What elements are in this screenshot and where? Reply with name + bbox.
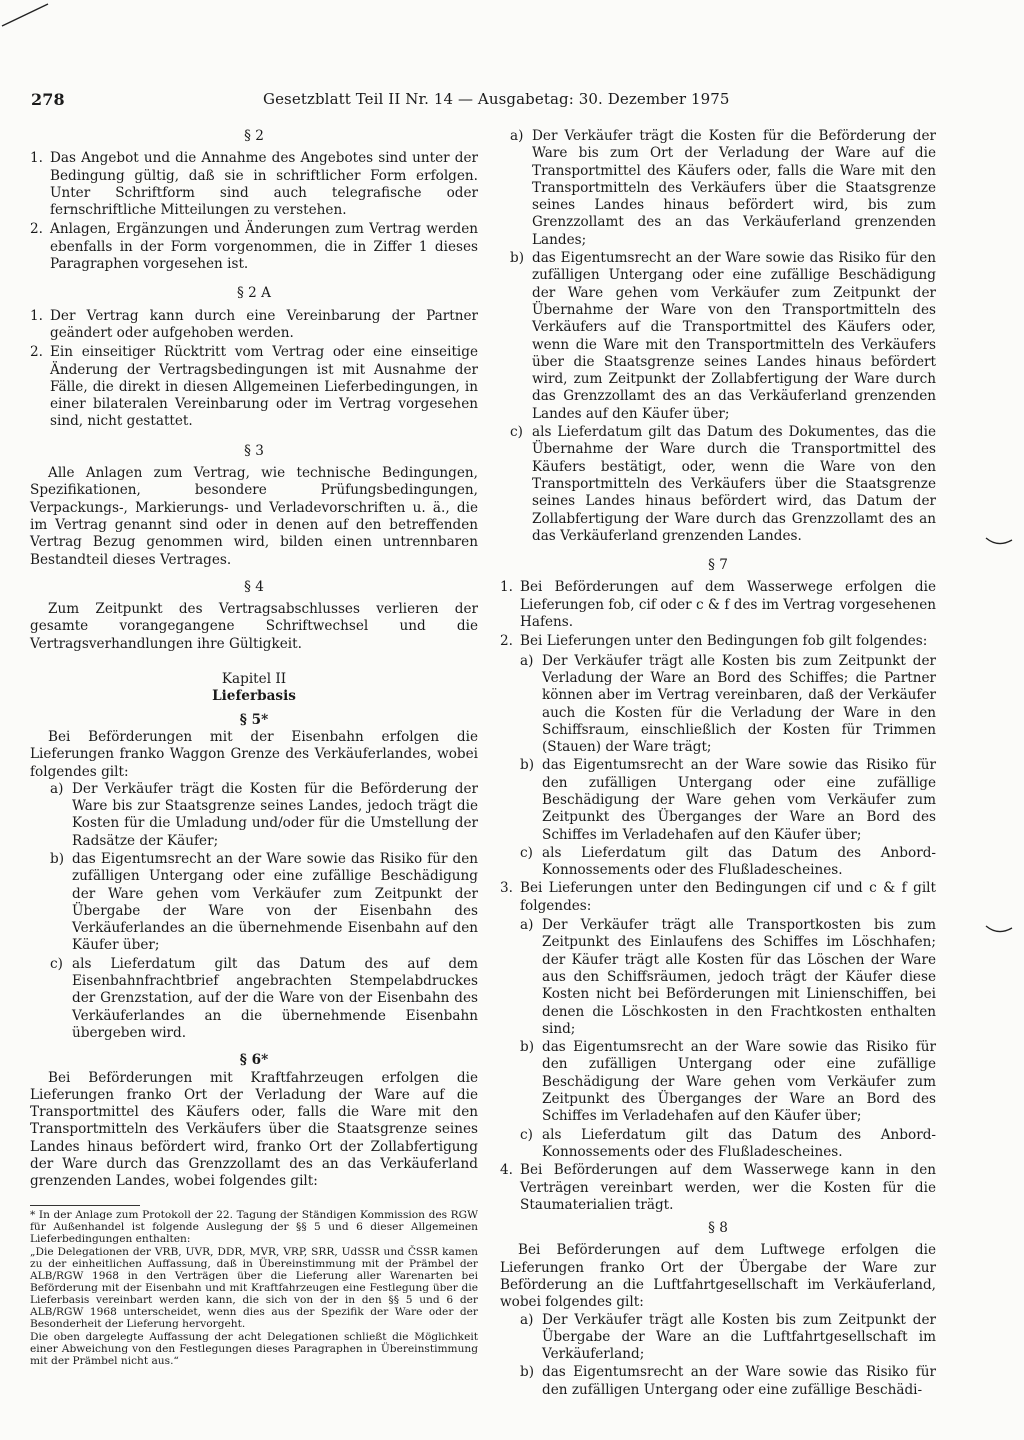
paragraph: Bei Beförderungen mit Kraftfahrzeugen erfolgen die Lieferungen franko Ort der Verladung der Ware auf die Transportmittel des Käufers oder, falls die Ware mit den Transportmitteln des Verkäufers über die Staatsgrenze seines Landes hinaus befördert wird, franko Ort der Zollabfertigung der Ware durch das Grenzzollamt des an das Verkäuferland grenzenden Landes, wobei folgendes gilt: bbox=[30, 1069, 478, 1190]
page-title: Gesetzblatt Teil II Nr. 14 — Ausgabetag: 30. Dezember 1975 bbox=[263, 90, 730, 108]
list-item: 1. Das Angebot und die Annahme des Angebotes sind unter der Bedingung gültig, daß sie in schriftlicher Form erfolgen. Unter Schriftform sind auch telegrafische oder fernschriftliche Mitteilungen zu verstehen. bbox=[30, 150, 478, 219]
paragraph: Bei Beförderungen auf dem Luftwege erfolgen die Lieferungen franko Ort der Übergabe der Ware zur Beförderung an die Luftfahrtgesellschaft im Verkäuferland, wobei folgendes gilt: bbox=[500, 1242, 936, 1311]
list-item: 2. Bei Lieferungen unter den Bedingungen fob gilt folgendes: bbox=[500, 633, 928, 650]
list-item: a) Der Verkäufer trägt die Kosten für die Beförderung der Ware bis zur Staatsgrenze seines Landes, jedoch trägt die Kosten für die Umladung und/oder für die Umstellung der Radsätze der Käufer; bbox=[50, 780, 478, 849]
left-column bbox=[30, 128, 478, 1368]
list-item: a) Der Verkäufer trägt alle Kosten bis zum Zeitpunkt der Verladung der Ware an Bord des Schiffes; die Partner können aber im Vertrag vereinbaren, daß der Verkäufer auch die Kosten für die Verladung der Ware in den Schiffsraum, einschließlich der Kosten für Trimmen (Stauen) der Ware trägt; bbox=[520, 652, 936, 756]
margin-bracket-mark bbox=[984, 922, 1014, 936]
margin-bracket-mark bbox=[984, 534, 1014, 548]
list-item: 2. Anlagen, Ergänzungen und Änderungen zum Vertrag werden ebenfalls in der Form vorgenommen, die in Ziffer 1 dieses Paragraphen vorgesehen ist. bbox=[30, 221, 478, 273]
section-heading: § 4 bbox=[244, 578, 264, 595]
list-item: b) das Eigentumsrecht an der Ware sowie das Risiko für den zufälligen Untergang oder eine zufällige Beschädigung der Ware gehen vom Verkäufer zum Zeitpunkt des Überganges der Ware an Bord des Schiffes im Verladehafen auf den Käufer über; bbox=[520, 1039, 936, 1125]
list-item: 4. Bei Beförderungen auf dem Wasserwege kann in den Verträgen vereinbart werden, wer die Kosten für die Staumaterialien trägt. bbox=[500, 1162, 936, 1213]
paragraph: Bei Beförderungen mit der Eisenbahn erfolgen die Lieferungen franko Waggon Grenze des Verkäuferlandes, wobei folgendes gilt: bbox=[30, 728, 478, 780]
footnote-paragraph: * In der Anlage zum Protokoll der 22. Tagung der Ständigen Kommission des RGW für Außenhandel ist folgende Auslegung der §§ 5 und 6 dieser Allgemeinen Lieferbedingungen enthalten: bbox=[30, 1208, 478, 1245]
list-item: b) das Eigentumsrecht an der Ware sowie das Risiko für den zufälligen Untergang oder eine zufällige Beschädigung der Ware gehen vom Verkäufer zum Zeitpunkt des Überganges der Ware an Bord des Schiffes im Verladehafen auf den Käufer über; bbox=[520, 757, 936, 843]
list-item: c) als Lieferdatum gilt das Datum des Dokumentes, das die Übernahme der Ware durch die Transportmittel des Käufers bestätigt, oder, wenn die Ware von den Transportmitteln des Verkäufers über die Staatsgrenze seines Landes hinaus befördert wird, das Datum der Zollabfertigung der Ware durch das Grenzzollamt des an das Verkäuferland grenzenden Landes. bbox=[510, 424, 936, 544]
section-heading: § 2 bbox=[244, 128, 264, 144]
section-heading: § 7 bbox=[708, 557, 728, 574]
list-item: 3. Bei Lieferungen unter den Bedingungen cif und c & f gilt folgendes: bbox=[500, 880, 936, 914]
chapter-title: Kapitel II bbox=[221, 671, 287, 688]
section-heading: § 8 bbox=[708, 1220, 728, 1237]
footnote-paragraph: Die oben dargelegte Auffassung der acht Delegationen schließt die Möglichkeit einer Abweichung von den Festlegungen dieses Paragraphen in Übereinstimmung mit der Prämbel nicht aus.“ bbox=[30, 1330, 478, 1367]
section-heading: § 3 bbox=[244, 442, 264, 459]
list-item: 1. Bei Beförderungen auf dem Wasserwege erfolgen die Lieferungen fob, cif oder c & f des im Vertrag vorgesehenen Hafens. bbox=[500, 579, 936, 631]
page-header bbox=[31, 90, 988, 112]
right-column bbox=[500, 128, 936, 1400]
list-item: b) das Eigentumsrecht an der Ware sowie das Risiko für den zufälligen Untergang oder eine zufällige Beschädi- bbox=[520, 1364, 936, 1398]
list-item: c) als Lieferdatum gilt das Datum des Anbord-Konnossements oder des Flußladescheines. bbox=[520, 844, 936, 879]
paragraph: Zum Zeitpunkt des Vertragsabschlusses verlieren der gesamte vorangegangene Schriftwechsel und die Vertragsverhandlungen ihre Gültigkeit. bbox=[30, 601, 478, 652]
section-heading: § 2 A bbox=[237, 285, 271, 302]
list-item: 2. Ein einseitiger Rücktritt vom Vertrag oder eine einseitige Änderung der Vertragsbedingungen ist mit Ausnahme der Fälle, die direkt in diesen Allgemeinen Lieferbedingungen, in einer bilateralen Vereinbarung oder im Vertrag vorgesehen sind, nicht gestattet. bbox=[30, 344, 478, 430]
list-item: b) das Eigentumsrecht an der Ware sowie das Risiko für den zufälligen Untergang oder eine zufällige Beschädigung der Ware gehen vom Verkäufer zum Zeitpunkt der Übernahme der Ware von den Transportmitteln des Verkäufers auf die Transportmittel des Käufers oder, wenn die Ware mit den Transportmitteln des Verkäufers über die Staatsgrenze seines Landes hinaus befördert wird, zum Zeitpunkt der Zollabfertigung der Ware durch das Grenzzollamt des an das Verkäuferland grenzenden Landes auf den Käufer über; bbox=[510, 250, 936, 422]
footnote-divider bbox=[30, 1205, 140, 1206]
list-item: a) Der Verkäufer trägt alle Transportkosten bis zum Zeitpunkt des Einlaufens des Schiffes im Löschhafen; der Käufer trägt alle Kosten für das Löschen der Ware aus den Schiffsräumen, jedoch trägt der Käufer diese Kosten nicht bei Beförderungen mit Linienschiffen, bei denen die Löschkosten in den Frachtkosten enthalten sind; bbox=[520, 917, 936, 1037]
footnote-paragraph: „Die Delegationen der VRB, UVR, DDR, MVR, VRP, SRR, UdSSR und ČSSR kamen zu der einheitlichen Auffassung, daß in Übereinstimmung mit der Prämbel der ALB/RGW 1968 in den Verträgen über die Lieferung aller Warenarten bei Beförderung mit der Eisenbahn und mit Kraftfahrzeugen eine Festlegung über die Lieferbasis vereinbart werden kann, die sich von der in den §§ 5 und 6 der ALB/RGW 1968 unterscheidet, wenn dies aus der Spezifik der Ware oder der Besonderheit der Lieferung hervorgeht. bbox=[30, 1245, 478, 1330]
section-heading: § 6* bbox=[239, 1052, 269, 1069]
corner-pen-mark bbox=[0, 0, 60, 30]
list-item: b) das Eigentumsrecht an der Ware sowie das Risiko für den zufälligen Untergang oder eine zufällige Beschädigung der Ware gehen vom Verkäufer zum Zeitpunkt der Übergabe der Ware von der Eisenbahn des Verkäuferlandes an die übernehmende Eisenbahn auf den Käufer über; bbox=[50, 850, 478, 954]
list-item: c) als Lieferdatum gilt das Datum des auf dem Eisenbahnfrachtbrief angebrachten Stempelabdruckes der Grenzstation, auf der die Ware von der Eisenbahn des Verkäuferlandes an die übernehmende Eisenbahn übergeben wird. bbox=[50, 955, 478, 1041]
chapter-subtitle: Lieferbasis bbox=[212, 688, 296, 705]
list-item: a) Der Verkäufer trägt alle Kosten bis zum Zeitpunkt der Übergabe der Ware an die Luftfahrtgesellschaft im Verkäuferland; bbox=[520, 1311, 936, 1363]
page-number: 278 bbox=[31, 90, 65, 109]
list-item: 1. Der Vertrag kann durch eine Vereinbarung der Partner geändert oder aufgehoben werden. bbox=[30, 307, 478, 341]
section-heading: § 5* bbox=[239, 711, 269, 728]
list-item: a) Der Verkäufer trägt die Kosten für die Beförderung der Ware bis zum Ort der Verladung der Ware auf die Transportmittel des Käufers oder, falls die Ware mit den Transportmitteln des Verkäufers über die Staatsgrenze seines Landes hinaus befördert wird, bis zum Grenzzollamt des an das Verkäuferland grenzenden Landes; bbox=[510, 128, 936, 248]
footnote bbox=[30, 1209, 478, 1367]
paragraph: Alle Anlagen zum Vertrag, wie technische Bedingungen, Spezifikationen, besondere Prüfungsbedingungen, Verpackungs-, Markierungs- und Verladevorschriften u. ä., die im Vertrag genannt sind oder in denen auf den betreffenden Vertrag Bezug genommen wird, bilden einen untrennbaren Bestandteil dieses Vertrages. bbox=[30, 465, 478, 568]
list-item: c) als Lieferdatum gilt das Datum des Anbord-Konnossements oder des Flußladescheines. bbox=[520, 1126, 936, 1160]
